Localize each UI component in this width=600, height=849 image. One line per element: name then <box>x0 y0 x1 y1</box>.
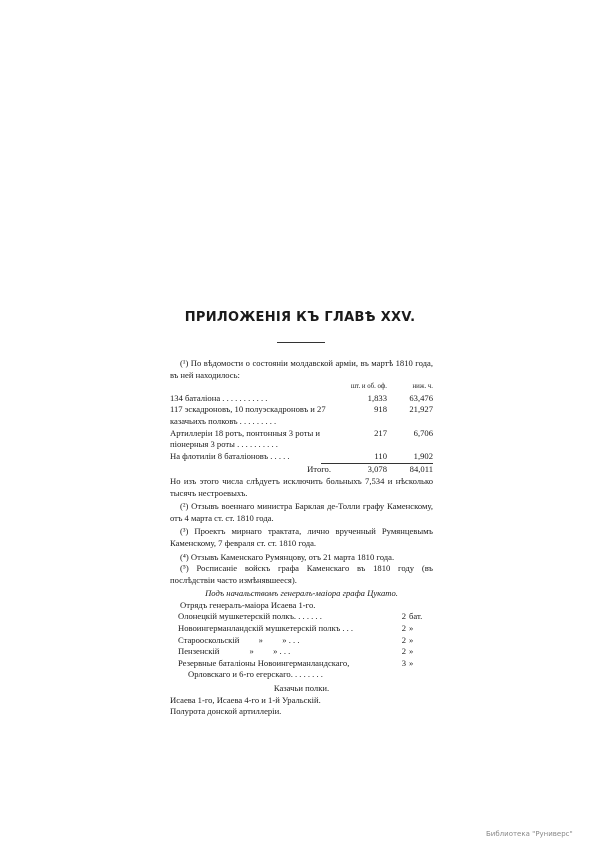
table-row <box>170 393 433 405</box>
unit-count: 3 <box>401 657 406 668</box>
unit-type: » <box>409 634 414 645</box>
unit-label: Резервные баталіоны Новоингерманландскаго, Орловскаго и 6-го егерскаго. . . . . . . . <box>178 657 350 680</box>
unit-type: » <box>409 646 414 657</box>
content-block <box>170 358 433 718</box>
table-total-lower-ranks: 84,011 <box>409 464 433 475</box>
table-row-label: 134 баталіона . . . . . . . . . . . <box>170 392 268 403</box>
table-header-lower-ranks: ниж. ч. <box>412 383 433 391</box>
unit-count: 2 <box>401 623 406 634</box>
table-row <box>170 404 433 427</box>
footnote-3: (³) Проектъ мирнаго трактата, лично врученный Румянцевымъ Каменскому, 7 февраля ст. ст. 1810 года. <box>170 526 433 548</box>
list-item <box>170 646 433 658</box>
table-row <box>170 451 433 463</box>
unit-label: Пензенскій » » . . . <box>178 646 291 657</box>
unit-type: » <box>409 657 414 668</box>
title-rule <box>277 342 325 343</box>
table-row-label: 117 эскадроновъ, 10 полуэскадроновъ и 27 казачьихъ полковъ . . . . . . . . . <box>170 404 326 426</box>
artillery-line: Полурота донской артиллеріи. <box>170 706 282 717</box>
unit-label: Олонецкій мушкетерскій полкъ. . . . . . . <box>178 611 322 622</box>
list-item <box>170 623 433 635</box>
after-table-paragraph: Но изъ этого числа слѣдуетъ исключить больныхъ 7,534 и нѣсколько тысячъ нестроевыхъ. <box>170 475 433 498</box>
detachment-heading: Отрядъ генералъ-маіора Исаева 1-го. <box>180 599 316 610</box>
table-cell-officers: 1,833 <box>367 392 387 403</box>
table-row <box>170 428 433 451</box>
footnote-5: (⁵) Росписаніе войскъ графа Каменскаго въ 1810 году (въ послѣдствіи часто измѣнявшееся). <box>170 563 433 585</box>
library-watermark: Библиотека "Руниверс" <box>486 830 573 838</box>
table-cell-officers: 110 <box>374 450 387 461</box>
table-cell-lower-ranks: 21,927 <box>409 404 433 415</box>
table-header-officers: шт. и об. оф. <box>350 383 387 391</box>
units-list <box>170 611 433 681</box>
command-heading: Подъ начальствомъ генералъ-маіора графа Цукато. <box>205 588 398 599</box>
table-header <box>170 381 433 393</box>
table-total-officers: 3,078 <box>367 464 387 475</box>
unit-count: 2 <box>401 646 406 657</box>
table-cell-officers: 217 <box>374 427 387 438</box>
list-item <box>170 611 433 623</box>
footnote-4: (⁴) Отзывъ Каменскаго Румянцову, отъ 21 марта 1810 года. <box>180 551 395 562</box>
table-cell-lower-ranks: 63,476 <box>409 392 433 403</box>
footnote-2: (²) Отзывъ военнаго министра Барклая де-Толли графу Каменскому, отъ 4 марта ст. ст. 1810 года. <box>170 501 433 523</box>
cossack-line: Исаева 1-го, Исаева 4-го и 1-й Уральскій. <box>170 694 321 705</box>
table-cell-officers: 918 <box>374 404 387 415</box>
table-total-label: Итого. <box>307 464 331 475</box>
unit-type: бат. <box>409 611 423 622</box>
unit-label: Старооскольскій » » . . . <box>178 634 300 645</box>
list-item <box>170 658 433 681</box>
table-cell-lower-ranks: 6,706 <box>413 427 433 438</box>
table-row-label: На флотиліи 8 баталіоновъ . . . . . <box>170 450 290 461</box>
unit-count: 2 <box>401 634 406 645</box>
list-item <box>170 635 433 647</box>
unit-type: » <box>409 623 414 634</box>
table-row-label: Артиллеріи 18 ротъ, понтонныя 3 роты и піонерныя 3 роты . . . . . . . . . . <box>170 427 320 450</box>
page-title: ПРИЛОЖЕНІЯ КЪ ГЛАВѢ XXV. <box>184 310 416 325</box>
table-cell-lower-ranks: 1,902 <box>413 450 433 461</box>
intro-paragraph: (¹) По вѣдомости о состояніи молдавской арміи, въ мартѣ 1810 года, въ ней находилось: <box>170 358 433 380</box>
table-total-row <box>170 464 433 476</box>
unit-count: 2 <box>401 611 406 622</box>
cossack-heading: Казачьи полки. <box>273 683 330 694</box>
unit-label: Новоингерманландскій мушкетерскій полкъ . . . <box>178 623 354 634</box>
